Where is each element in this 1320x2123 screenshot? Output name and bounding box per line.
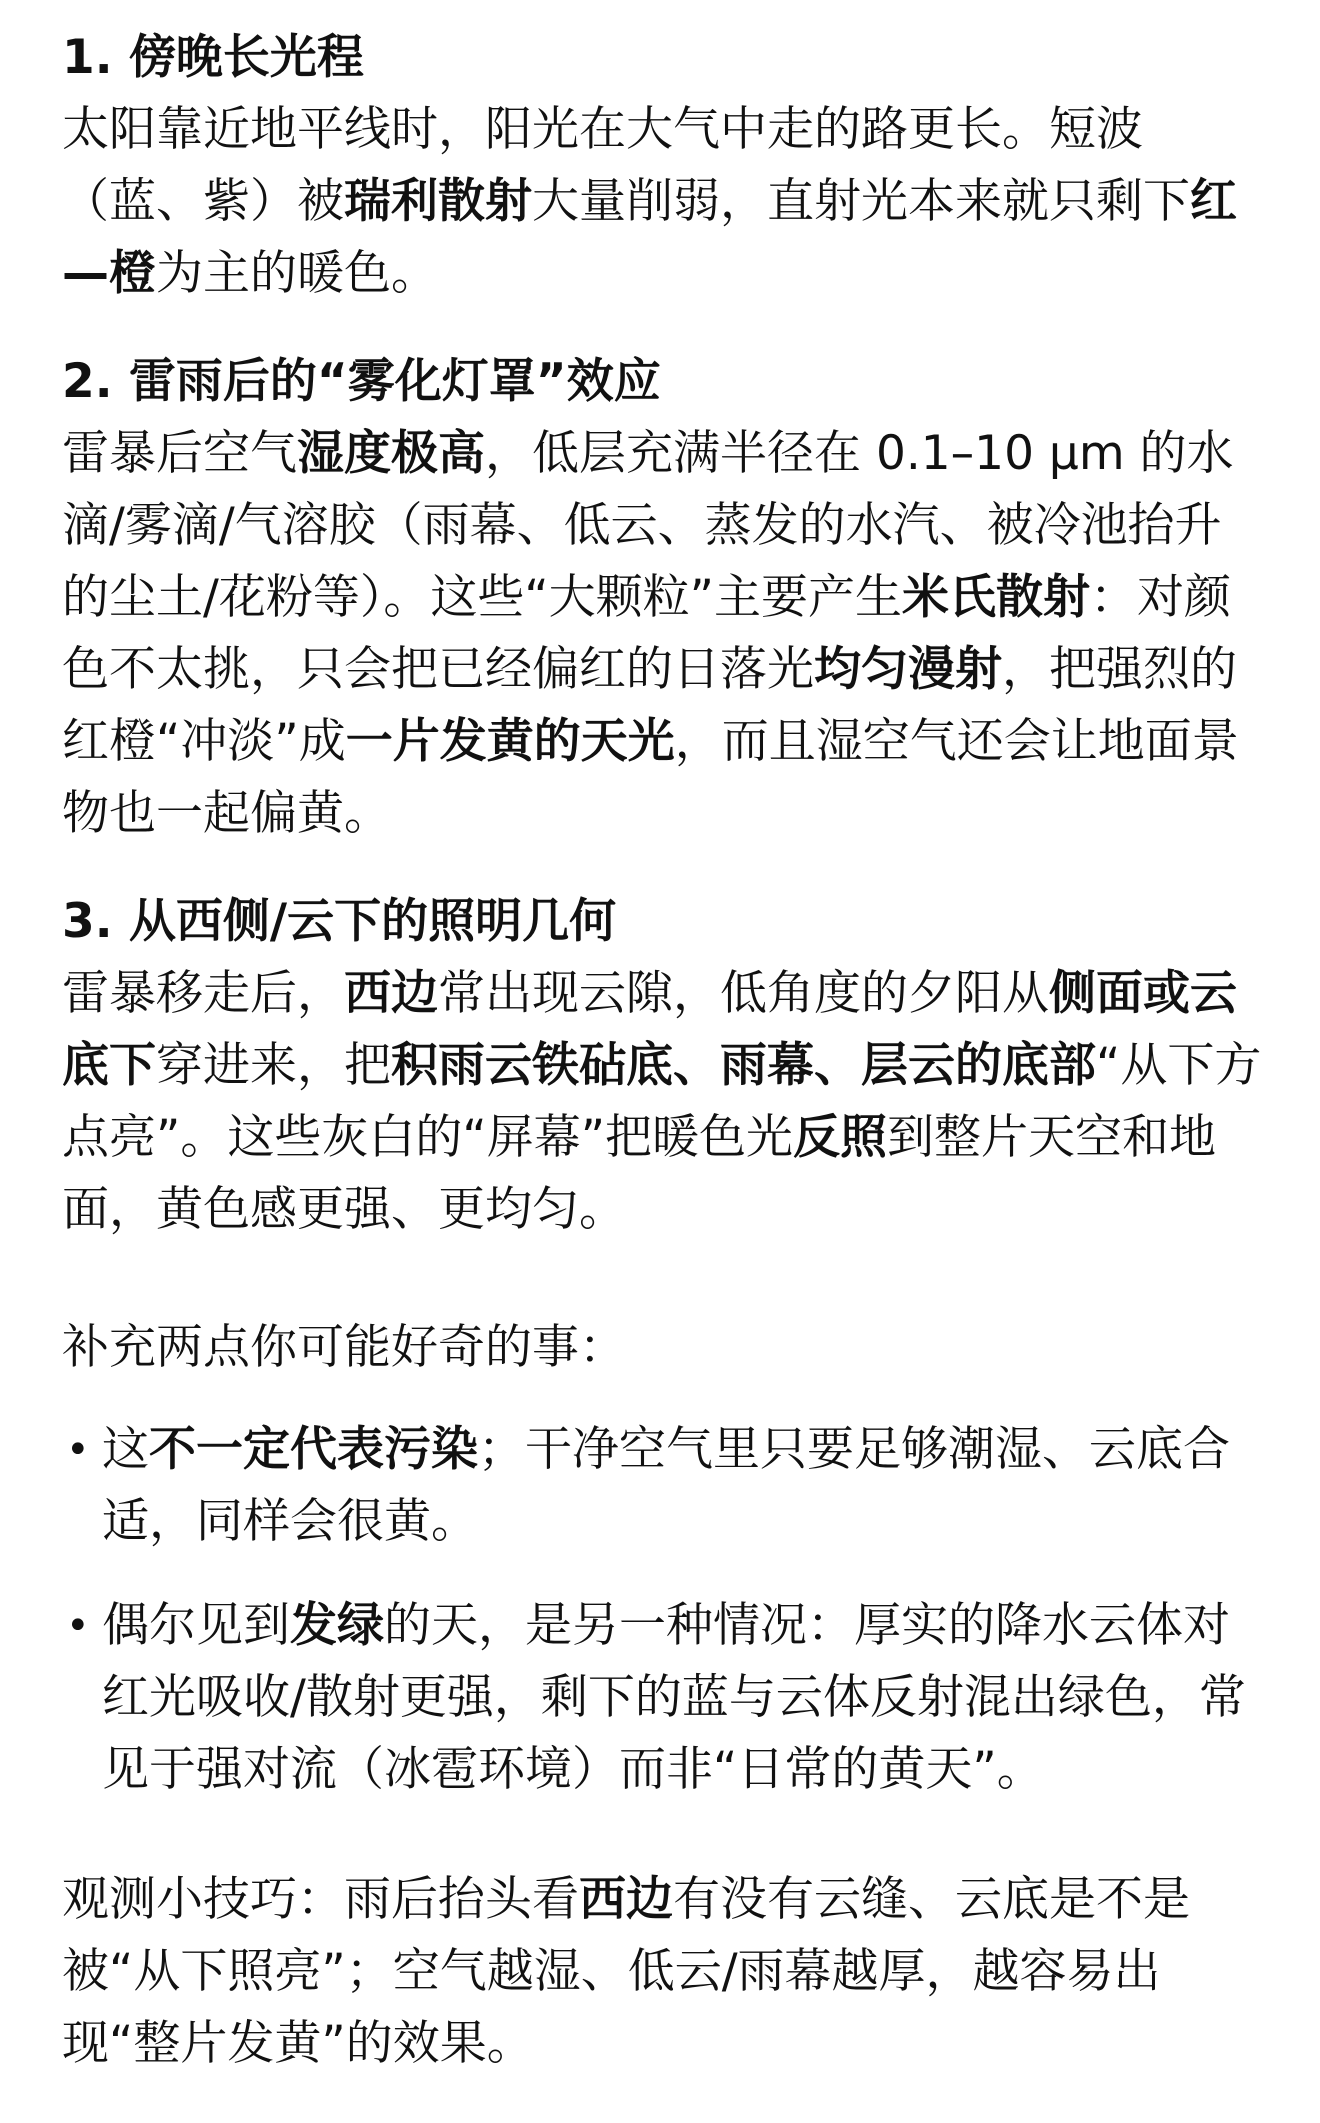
text-run: 雷暴后空气 — [62, 426, 297, 481]
section-paragraph — [62, 94, 1262, 310]
text-run: 雷暴移走后， — [62, 966, 344, 1021]
bold-text-run: 不一定代表污染 — [149, 1422, 478, 1477]
bold-text-run: 西边 — [579, 1872, 673, 1927]
list-item-text — [102, 1598, 1246, 1797]
text-run: 为主的暖色。 — [156, 246, 438, 301]
section-2 — [62, 346, 1262, 850]
bold-text-run: 发绿 — [290, 1598, 384, 1653]
text-run: 常出现云隙，低角度的夕阳从 — [438, 966, 1049, 1021]
list-item — [62, 1414, 1262, 1558]
section-3 — [62, 886, 1262, 1246]
bold-text-run: 侧面或云底下 — [62, 966, 1237, 1093]
section-heading: 3. 从西侧/云下的照明几何 — [62, 894, 617, 949]
text-run: ，把强烈的红橙“冲淡”成 — [62, 642, 1237, 769]
bold-text-run: 红—橙 — [62, 174, 1237, 301]
supplement-list — [62, 1414, 1262, 1806]
bold-text-run: 米氏散射 — [902, 570, 1091, 625]
bullet-icon: • — [66, 1427, 90, 1473]
bold-text-run: 湿度极高 — [297, 426, 485, 481]
bold-text-run: 均匀漫射 — [814, 642, 1002, 697]
bold-text-run: 积雨云铁砧底、雨幕、层云的底部 — [391, 1038, 1096, 1093]
bullet-icon: • — [66, 1603, 90, 1649]
observation-tip — [62, 1864, 1262, 2080]
section-1 — [62, 0, 1262, 310]
bold-text-run: 西边 — [344, 966, 438, 1021]
text-run: “从下方点亮”。这些灰白的“屏幕”把暖色光 — [62, 1038, 1262, 1165]
text-run: 有没有云缝、云底是不是被“从下照亮”；空气越湿、低云/雨幕越厚，越容易出现“整片发黄”的效果。 — [62, 1872, 1190, 2071]
text-run: ：对颜色不太挑，只会把已经偏红的日落光 — [62, 570, 1232, 697]
bold-text-run: 瑞利散射 — [344, 174, 532, 229]
text-run: 观测小技巧：雨后抬头看 — [62, 1872, 579, 1927]
bold-text-run: 一片发黄的天光 — [345, 714, 675, 769]
text-run: 的天，是另一种情况：厚实的降水云体对红光吸收/散射更强，剩下的蓝与云体反射混出绿色，常见于强对流（冰雹环境）而非“日常的黄天”。 — [102, 1598, 1246, 1797]
text-run: ，而且湿空气还会让地面景物也一起偏黄。 — [62, 714, 1239, 841]
text-run: ，低层充满半径在 0.1–10 μm 的水滴/雾滴/气溶胶（雨幕、低云、蒸发的水汽、被冷池抬升的尘土/花粉等）。这些“大颗粒”主要产生 — [62, 426, 1234, 625]
section-paragraph — [62, 418, 1262, 850]
text-run: 偶尔见到 — [102, 1598, 290, 1653]
text-run: 大量削弱，直射光本来就只剩下 — [532, 174, 1190, 229]
text-run: 穿进来，把 — [156, 1038, 391, 1093]
list-item — [62, 1590, 1262, 1806]
section-heading: 2. 雷雨后的“雾化灯罩”效应 — [62, 354, 661, 409]
text-run: ；干净空气里只要足够潮湿、云底合适，同样会很黄。 — [102, 1422, 1230, 1549]
list-item-text — [102, 1422, 1230, 1549]
text-run: 太阳靠近地平线时，阳光在大气中走的路更长。短波（蓝、紫）被 — [62, 102, 1143, 229]
text-run: 到整片天空和地面，黄色感更强、更均匀。 — [62, 1110, 1217, 1237]
text-run: 这 — [102, 1422, 149, 1477]
supplement-intro: 补充两点你可能好奇的事： — [62, 1320, 626, 1375]
bold-text-run: 反照 — [793, 1110, 888, 1165]
section-heading: 1. 傍晚长光程 — [62, 30, 364, 85]
section-paragraph — [62, 958, 1262, 1246]
